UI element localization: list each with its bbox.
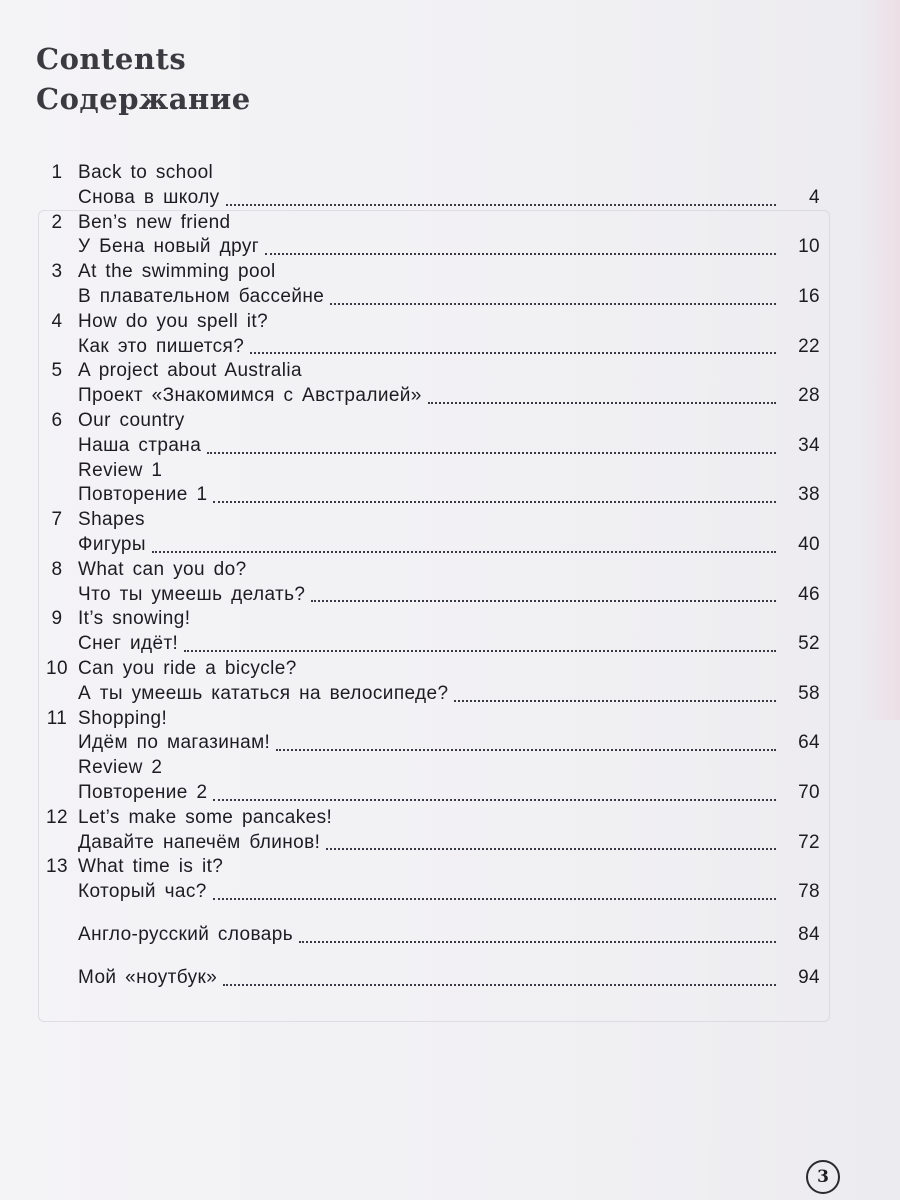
- toc-entry: [36, 757, 820, 807]
- section-gap: [36, 949, 820, 967]
- unit-number: 12: [46, 806, 68, 828]
- toc-entry: [36, 212, 820, 262]
- dot-leader: [299, 941, 776, 943]
- toc-entry: [36, 608, 820, 658]
- unit-number: 8: [51, 558, 63, 580]
- unit-number: 1: [51, 162, 63, 183]
- dot-leader: [223, 984, 776, 986]
- toc-subtitle-row: [36, 881, 820, 906]
- toc-entry: [36, 658, 820, 708]
- dot-leader: [428, 402, 776, 404]
- unit-title-ru: Проект «Знакомимся с Австралией»: [78, 385, 422, 407]
- unit-title-ru: Который час?: [78, 881, 207, 903]
- dot-leader: [326, 848, 776, 850]
- toc-entry: [36, 410, 820, 460]
- unit-title-ru: А ты умеешь кататься на велосипеде?: [78, 682, 449, 704]
- unit-title-en: Review 1: [78, 459, 163, 481]
- page-number-badge: 3: [806, 1160, 840, 1194]
- toc-subtitle-row: [36, 782, 820, 807]
- toc-title-row: [36, 261, 820, 286]
- unit-number: 9: [51, 608, 63, 630]
- unit-page-number: 22: [798, 335, 820, 357]
- toc-subtitle-row: [36, 584, 820, 609]
- unit-title-en: How do you spell it?: [78, 310, 269, 332]
- toc-subtitle-row: [36, 236, 820, 261]
- toc-entry: [36, 460, 820, 510]
- toc-subtitle-row: [36, 732, 820, 757]
- toc-subtitle-row: [36, 286, 820, 311]
- toc-title-row: [36, 509, 820, 534]
- dot-leader: [276, 749, 776, 751]
- unit-title-ru: Как это пишется?: [78, 335, 245, 357]
- show-through-tint: [860, 0, 900, 720]
- unit-title-ru: Идём по магазинам!: [78, 732, 271, 754]
- dot-leader: [311, 600, 776, 602]
- toc-subtitle-row: [36, 683, 820, 708]
- unit-page-number: 70: [798, 781, 820, 803]
- unit-title-ru: Повторение 1: [78, 484, 208, 506]
- dot-leader: [213, 799, 776, 801]
- extra-page-number: 94: [798, 966, 820, 988]
- dot-leader: [184, 650, 776, 652]
- unit-title-en: What can you do?: [78, 558, 247, 580]
- unit-page-number: 58: [798, 682, 820, 704]
- unit-page-number: 28: [798, 385, 820, 407]
- toc-title-row: [36, 460, 820, 485]
- toc-extra-row: [36, 967, 820, 992]
- toc-subtitle-row: [36, 385, 820, 410]
- unit-number: 6: [51, 409, 63, 431]
- unit-title-en: Shopping!: [78, 707, 168, 729]
- dot-leader: [152, 551, 776, 553]
- unit-page-number: 40: [798, 533, 820, 555]
- toc-entry: [36, 261, 820, 311]
- toc-subtitle-row: [36, 633, 820, 658]
- toc-subtitle-row: [36, 435, 820, 460]
- unit-number: 10: [46, 657, 68, 679]
- unit-title-ru: Снова в школу: [78, 186, 220, 208]
- unit-title-ru: Наша страна: [78, 434, 202, 456]
- unit-title-ru: Фигуры: [78, 533, 146, 555]
- contents-heading-ru: Содержание: [36, 82, 251, 116]
- unit-title-en: It’s snowing!: [78, 608, 191, 630]
- unit-title-ru: Снег идёт!: [78, 633, 179, 655]
- unit-number: 7: [51, 509, 63, 531]
- toc-entry: [36, 360, 820, 410]
- unit-page-number: 38: [798, 484, 820, 506]
- unit-page-number: 52: [798, 633, 820, 655]
- unit-title-en: Our country: [78, 409, 185, 431]
- toc-subtitle-row: [36, 832, 820, 857]
- toc-title-row: [36, 856, 820, 881]
- dot-leader: [213, 501, 776, 503]
- toc-subtitle-row: [36, 534, 820, 559]
- unit-title-en: Shapes: [78, 509, 145, 531]
- unit-title-en: A project about Australia: [78, 360, 302, 382]
- toc-title-row: [36, 708, 820, 733]
- unit-title-ru: У Бена новый друг: [78, 236, 260, 258]
- unit-page-number: 4: [809, 186, 820, 208]
- toc-entry: [36, 509, 820, 559]
- extra-page-number: 84: [798, 923, 820, 945]
- unit-number: 5: [51, 360, 63, 382]
- toc-title-row: [36, 757, 820, 782]
- unit-page-number: 64: [798, 732, 820, 754]
- toc-entry: [36, 162, 820, 212]
- contents-heading-en: Contents: [36, 42, 187, 76]
- dot-leader: [454, 700, 776, 702]
- toc-title-row: [36, 360, 820, 385]
- unit-title-ru: В плавательном бассейне: [78, 285, 325, 307]
- unit-page-number: 78: [798, 881, 820, 903]
- unit-title-en: Back to school: [78, 162, 214, 183]
- unit-page-number: 10: [798, 236, 820, 258]
- unit-title-en: At the swimming pool: [78, 261, 276, 283]
- unit-title-ru: Что ты умеешь делать?: [78, 583, 306, 605]
- toc-title-row: [36, 410, 820, 435]
- unit-page-number: 34: [798, 434, 820, 456]
- toc-subtitle-row: [36, 336, 820, 361]
- dot-leader: [250, 352, 776, 354]
- toc-extra-row: [36, 924, 820, 949]
- unit-title-en: Let’s make some pancakes!: [78, 806, 333, 828]
- dot-leader: [265, 253, 776, 255]
- extra-title: Мой «ноутбук»: [78, 966, 218, 988]
- toc-entry: [36, 856, 820, 906]
- unit-number: 13: [46, 856, 68, 878]
- unit-number: 3: [51, 261, 63, 283]
- section-gap: [36, 906, 820, 924]
- toc-title-row: [36, 311, 820, 336]
- toc-entry: [36, 311, 820, 361]
- dot-leader: [226, 204, 776, 206]
- extra-title: Англо-русский словарь: [78, 923, 294, 945]
- toc-subtitle-row: [36, 484, 820, 509]
- toc-title-row: [36, 608, 820, 633]
- unit-title-ru: Повторение 2: [78, 781, 208, 803]
- toc-entry: [36, 807, 820, 857]
- unit-number: 2: [51, 211, 63, 233]
- unit-page-number: 46: [798, 583, 820, 605]
- toc-subtitle-row: [36, 187, 820, 212]
- toc-title-row: [36, 807, 820, 832]
- unit-number: 11: [46, 707, 68, 729]
- unit-page-number: 72: [798, 831, 820, 853]
- unit-page-number: 16: [798, 285, 820, 307]
- toc-title-row: [36, 559, 820, 584]
- toc-entry: [36, 708, 820, 758]
- unit-title-en: What time is it?: [78, 856, 224, 878]
- toc-title-row: [36, 658, 820, 683]
- unit-title-en: Ben’s new friend: [78, 211, 231, 233]
- unit-number: 4: [51, 310, 63, 332]
- unit-title-en: Review 2: [78, 757, 163, 779]
- unit-title-en: Can you ride a bicycle?: [78, 657, 297, 679]
- table-of-contents: [36, 162, 820, 992]
- toc-title-row: [36, 162, 820, 187]
- dot-leader: [213, 898, 776, 900]
- dot-leader: [330, 303, 776, 305]
- toc-title-row: [36, 212, 820, 237]
- toc-entry: [36, 559, 820, 609]
- dot-leader: [207, 452, 776, 454]
- unit-title-ru: Давайте напечём блинов!: [78, 831, 321, 853]
